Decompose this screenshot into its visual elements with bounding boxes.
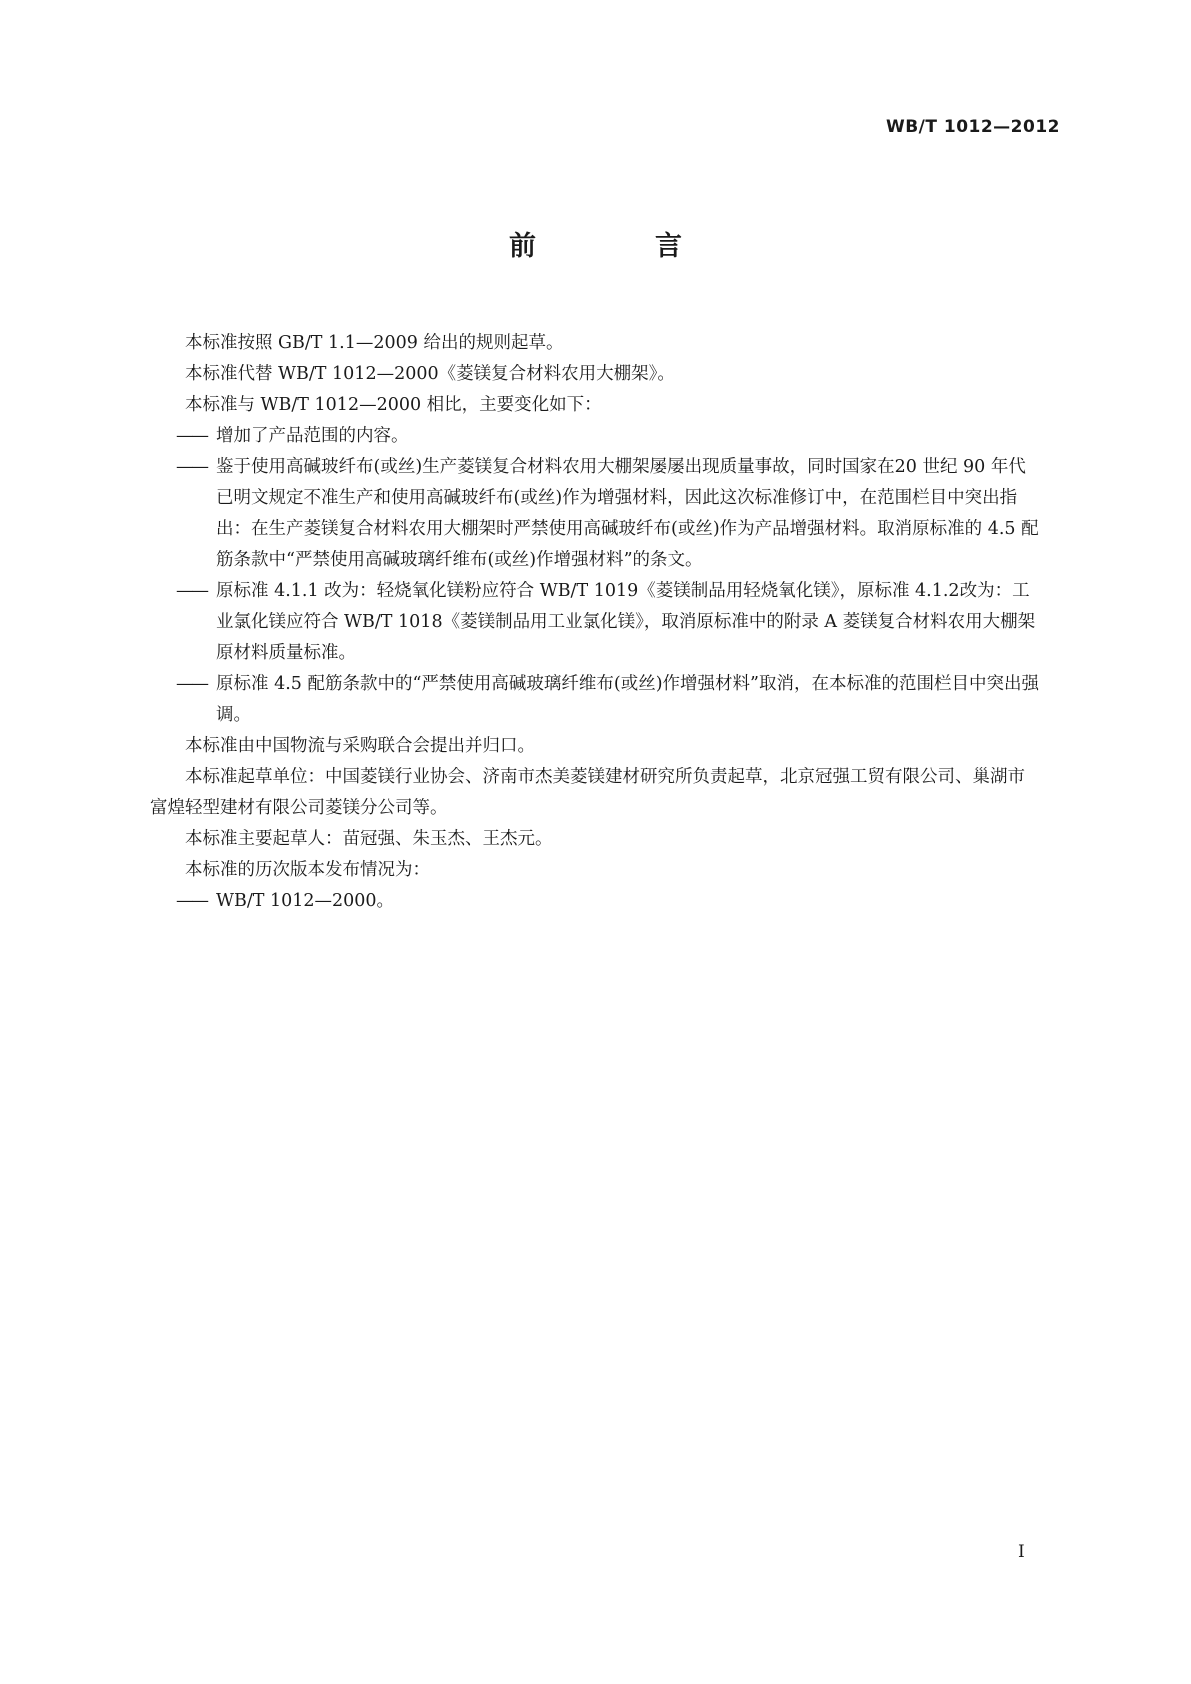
paragraph-drafting-rules: 本标准按照 GB/T 1.1—2009 给出的规则起草。 (185, 333, 564, 353)
list-item-text: 原标准 4.5 配筋条款中的“严禁使用高碱玻璃纤维布(或丝)作增强材料”取消，在本标准的范围栏目中突出强调。 (216, 674, 1040, 725)
paragraph-replaces: 本标准代替 WB/T 1012—2000《菱镁复合材料农用大棚架》。 (185, 364, 675, 384)
list-item-text: WB/T 1012—2000。 (216, 891, 395, 911)
page-number: I (1018, 1542, 1025, 1562)
dash-marker: —— (176, 674, 207, 694)
dash-marker: —— (176, 457, 207, 477)
list-item (150, 669, 1042, 731)
paragraph-main-changes: 本标准与 WB/T 1012—2000 相比，主要变化如下： (185, 395, 602, 415)
list-item (150, 576, 1042, 669)
dash-marker: —— (176, 426, 207, 446)
foreword-body (150, 328, 1042, 917)
dash-marker: —— (176, 891, 207, 911)
paragraph-proposed-by: 本标准由中国物流与采购联合会提出并归口。 (185, 736, 535, 756)
list-item-text: 增加了产品范围的内容。 (216, 426, 409, 446)
paragraph-drafting-units: 本标准起草单位：中国菱镁行业协会、济南市杰美菱镁建材研究所负责起草，北京冠强工贸有限公司、巢湖市富煌轻型建材有限公司菱镁分公司等。 (150, 767, 1025, 818)
list-item (150, 452, 1042, 576)
page-title: 前 言 (509, 231, 728, 262)
standard-code: WB/T 1012—2012 (885, 117, 1060, 137)
list-item (150, 886, 1042, 917)
list-item-text: 原标准 4.1.1 改为：轻烧氧化镁粉应符合 WB/T 1019《菱镁制品用轻烧氧化镁》，原标准 4.1.2改为：工业氯化镁应符合 WB/T 1018《菱镁制品用工业氯化镁》，取消原标准中的附录 A 菱镁复合材料农用大棚架原材料质量标准。 (216, 581, 1036, 663)
dash-marker: —— (176, 581, 207, 601)
list-item (150, 421, 1042, 452)
paragraph-drafters: 本标准主要起草人：苗冠强、朱玉杰、王杰元。 (185, 829, 553, 849)
paragraph-history: 本标准的历次版本发布情况为： (185, 860, 430, 880)
list-item-text: 鉴于使用高碱玻纤布(或丝)生产菱镁复合材料农用大棚架屡屡出现质量事故，同时国家在20 世纪 90 年代已明文规定不准生产和使用高碱玻纤布(或丝)作为增强材料，因此这次标准修订中，在范围栏目中突出指出：在生产菱镁复合材料农用大棚架时严禁使用高碱玻纤布(或丝)作为产品增强材料。取消原标准的 4.5 配筋条款中“严禁使用高碱玻璃纤维布(或丝)作增强材料”的条文。 (216, 457, 1039, 570)
